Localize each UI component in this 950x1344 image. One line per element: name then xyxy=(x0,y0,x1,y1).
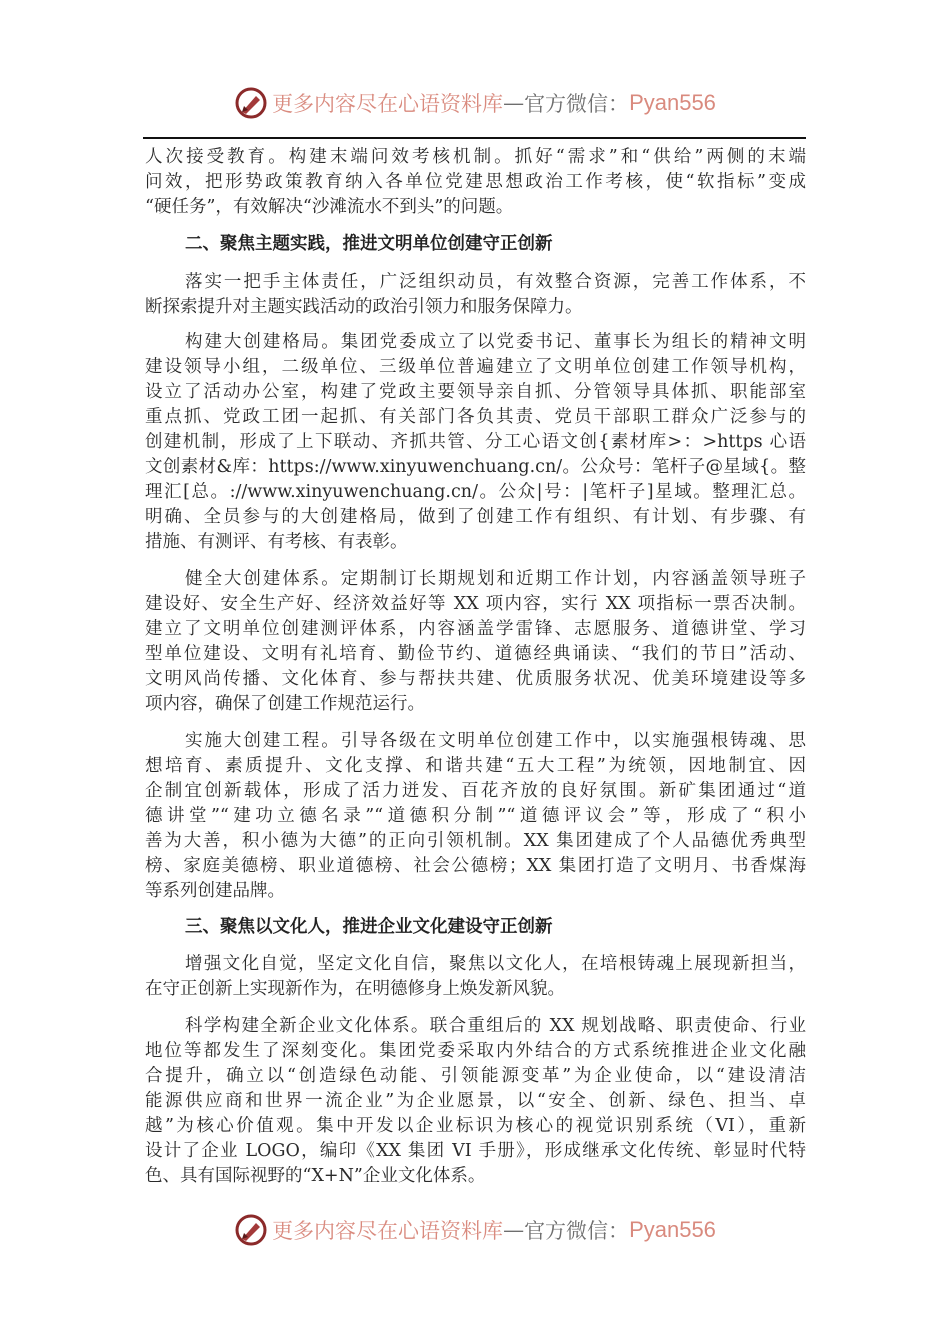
text-line: 企制宜创新载体，形成了活力迸发、百花齐放的良好氛围。新矿集团通过“道 xyxy=(145,781,806,801)
text-line: 科学构建全新企业文化体系。联合重组后的 XX 规划战略、职责使命、行业 xyxy=(185,1016,806,1036)
text-line: 健全大创建体系。定期制订长期规划和近期工作计划，内容涵盖领导班子 xyxy=(185,569,806,589)
banner-wechat-id: Pyan556 xyxy=(629,1217,716,1242)
text-line: 越”为核心价值观。集中开发以企业标识为核心的视觉识别系统（VI），重新 xyxy=(145,1116,806,1136)
text-line: 人次接受教育。构建末端问效考核机制。抓好“需求”和“供给”两侧的末端 xyxy=(145,147,806,167)
header-divider xyxy=(143,137,806,139)
text-line: 等系列创建品牌。 xyxy=(145,881,285,901)
text-line: 设计了企业 LOGO，编印《XX 集团 VI 手册》，形成继承文化传统、彰显时代特 xyxy=(145,1141,806,1161)
text-line: 创建机制，形成了上下联动、齐抓共管、分工心语文创{素材库>：>https 心语 xyxy=(145,432,806,452)
header-banner xyxy=(0,83,950,123)
text-line: 型单位建设、文明有礼培育、勤俭节约、道德经典诵读、“我们的节日”活动、 xyxy=(145,644,806,664)
text-line: 落实一把手主体责任，广泛组织动员，有效整合资源，完善工作体系，不 xyxy=(185,272,806,292)
section-heading-3: 三、聚焦以文化人，推进企业文化建设守正创新 xyxy=(185,917,553,937)
section-heading-2: 二、聚焦主题实践，推进文明单位创建守正创新 xyxy=(185,234,553,254)
text-line: 明确、全员参与的大创建格局，做到了创建工作有组织、有计划、有步骤、有 xyxy=(145,507,806,527)
pen-nib-logo-icon xyxy=(234,1213,268,1247)
text-line: 在守正创新上实现新作为，在明德修身上焕发新风貌。 xyxy=(145,979,565,999)
text-line: 建立了文明单位创建测评体系，内容涵盖学雷锋、志愿服务、道德讲堂、学习 xyxy=(145,619,806,639)
banner-brand-text: 更多内容尽在心语资料库 xyxy=(272,92,504,116)
banner-dash: — xyxy=(503,1218,525,1242)
text-line: 构建大创建格局。集团党委成立了以党委书记、董事长为组长的精神文明 xyxy=(185,332,806,352)
text-line: 理汇[总。://www.xinyuwenchuang.cn/。公众|号：|笔杆子]星域。整理汇总。 xyxy=(145,482,806,502)
text-line: 重点抓、党政工团一起抓、有关部门各负其责、党员干部职工群众广泛参与的 xyxy=(145,407,806,427)
text-line: 建设领导小组，二级单位、三级单位普遍建立了文明单位创建工作领导机构， xyxy=(145,357,806,377)
text-line: 地位等都发生了深刻变化。集团党委采取内外结合的方式系统推进企业文化融 xyxy=(145,1041,806,1061)
text-line: 色、具有国际视野的“X+N”企业文化体系。 xyxy=(145,1166,486,1186)
text-line: 想培育、素质提升、文化支撑、和谐共建“五大工程”为统领，因地制宜、因 xyxy=(145,756,806,776)
banner-wechat-id: Pyan556 xyxy=(629,90,716,115)
text-line: 德讲堂”“建功立德名录”“道德积分制”“道德评议会”等，形成了“积小 xyxy=(145,806,806,826)
pen-nib-logo-icon xyxy=(234,86,268,120)
banner-wechat-label: 官方微信： xyxy=(524,92,630,116)
text-line: 善为大善，积小德为大德”的正向引领机制。XX 集团建成了个人品德优秀典型 xyxy=(145,831,806,851)
text-line: 项内容，确保了创建工作规范运行。 xyxy=(145,694,425,714)
text-line: 问效，把形势政策教育纳入各单位党建思想政治工作考核，使“软指标”变成 xyxy=(145,172,806,192)
text-line: “硬任务”，有效解决“沙滩流水不到头”的问题。 xyxy=(145,197,514,217)
text-line: 增强文化自觉，坚定文化自信，聚焦以文化人，在培根铸魂上展现新担当， xyxy=(185,954,806,974)
text-line: 文创素材&库：https://www.xinyuwenchuang.cn/。公众号：笔杆子@星域{。整 xyxy=(145,457,806,477)
banner-wechat-label: 官方微信： xyxy=(524,1219,630,1243)
text-line: 断探索提升对主题实践活动的政治引领力和服务保障力。 xyxy=(145,297,583,317)
banner-brand-text: 更多内容尽在心语资料库 xyxy=(272,1219,504,1243)
text-line: 实施大创建工程。引导各级在文明单位创建工作中，以实施强根铸魂、思 xyxy=(185,731,806,751)
text-line: 设立了活动办公室，构建了党政主要领导亲自抓、分管领导具体抓、职能部室 xyxy=(145,382,806,402)
banner-dash: — xyxy=(503,91,525,115)
text-line: 措施、有测评、有考核、有表彰。 xyxy=(145,532,408,552)
text-line: 建设好、安全生产好、经济效益好等 XX 项内容，实行 XX 项指标一票否决制。 xyxy=(145,594,806,614)
text-line: 榜、家庭美德榜、职业道德榜、社会公德榜；XX 集团打造了文明月、书香煤海 xyxy=(145,856,806,876)
text-line: 合提升，确立以“创造绿色动能、引领能源变革”为企业使命，以“建设清洁 xyxy=(145,1066,806,1086)
text-line: 文明风尚传播、文化体育、参与帮扶共建、优质服务状况、优美环境建设等多 xyxy=(145,669,806,689)
text-line: 能源供应商和世界一流企业”为企业愿景，以“安全、创新、绿色、担当、卓 xyxy=(145,1091,806,1111)
footer-banner xyxy=(0,1210,950,1250)
